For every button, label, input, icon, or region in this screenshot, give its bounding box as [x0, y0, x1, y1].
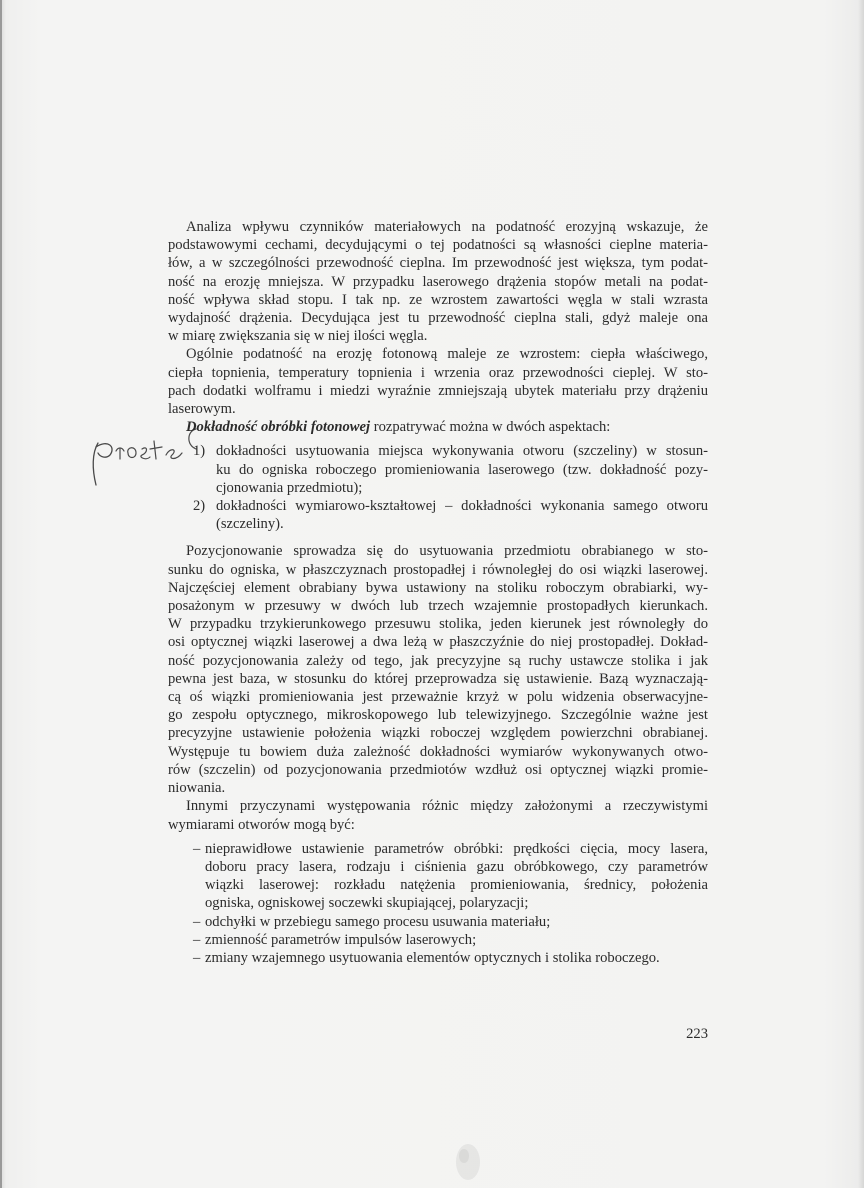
list-dash: – [193, 949, 201, 966]
page-edge-shadow [0, 0, 2, 1188]
dash-list-item [168, 913, 708, 931]
text-line: zmiany wzajemnego usytuowania elementów optycznych i stolika roboczego. [205, 949, 660, 966]
list-dash: – [193, 913, 201, 930]
text-line: dokładności wymiarowo-kształtowej – dokładności wykonania samego otworu [216, 498, 708, 515]
text-line: niowania. [168, 780, 226, 797]
text-line [168, 418, 708, 436]
text-line: Pozycjonowanie sprowadza się do usytuowania przedmiotu obrabianego w sto- [186, 543, 708, 560]
text-line: zmienność parametrów impulsów laserowych; [205, 931, 477, 948]
text-line: ciepła topnienia, temperatury topnienia i wrzenia oraz przewodności cieplej. W sto- [168, 364, 708, 381]
dash-list-item [168, 949, 708, 967]
text-line: posażonym w przesuwy w dwóch lub trzech wzajemnie prostopadłych kierunkach. [168, 598, 708, 615]
text-line: podstawowymi cechami, decydującymi o tej podatności są własności cieplne materia- [168, 237, 708, 254]
list-number: 1) [193, 443, 206, 460]
text-line: dokładności usytuowania miejsca wykonywania otworu (szczeliny) w stosun- [216, 443, 708, 460]
text-line: pewna jest baza, w stosunku do której przeprowadza się ustawienie. Bazą wyznaczają- [168, 670, 708, 687]
text-line: wymiarami otworów mogą być: [168, 816, 355, 833]
text-line: go zespołu optycznego, mikroskopowego lub telewizyjnego. Szczególnie ważne jest [168, 707, 708, 724]
text-line: (szczeliny). [216, 516, 284, 533]
list-dash: – [193, 931, 201, 948]
text-line: ność pozycjonowania zależy od tego, jak precyzyjne są ruchy ustawcze stolika i jak [168, 652, 708, 669]
paragraph-positioning [168, 542, 708, 797]
list-dash: – [193, 840, 201, 857]
body-text [168, 218, 708, 967]
text-line: ność na erozję mniejsza. W przypadku laserowego drążenia stopów metali na podat- [168, 273, 708, 290]
text-line: Analiza wpływu czynników materiałowych na podatność erozyjną wskazuje, że [186, 219, 708, 235]
text-line: cjonowania przedmiotu); [216, 479, 363, 496]
paragraph-photon-erosion [168, 345, 708, 418]
numbered-list-item [168, 497, 708, 533]
text-fragment: rozpatrywać można w dwóch aspektach: [370, 419, 611, 436]
paragraph-accuracy-intro [168, 418, 708, 436]
text-line: Występuje tu bowiem duża zależność dokładności wymiarów wykonywanych otwo- [168, 743, 708, 760]
text-line: doboru pracy lasera, rodzaju i ciśnienia gazu obróbkowego, czy parametrów [205, 858, 708, 875]
paragraph-other-causes [168, 797, 708, 833]
text-line: Ogólnie podatność na erozję fotonową maleje ze wzrostem: ciepła właściwego, [186, 346, 708, 363]
scan-smudge [448, 1138, 488, 1184]
text-line: w miarę zwiększania się w niej ilości węgla. [168, 328, 428, 345]
numbered-list-item [168, 442, 708, 497]
list-number: 2) [193, 498, 206, 515]
dash-list-item [168, 931, 708, 949]
text-line: ogniska, ogniskowej soczewki skupiającej, polaryzacji; [205, 895, 529, 912]
text-line: nieprawidłowe ustawienie parametrów obróbki: prędkości cięcia, mocy lasera, [205, 840, 708, 857]
text-line: odchyłki w przebiegu samego procesu usuwania materiału; [205, 913, 551, 930]
paragraph-material-factors [168, 218, 708, 345]
text-line: cą oś wiązki promieniowania jest przeważnie krzyż w polu widzenia obserwacyjne- [168, 689, 708, 706]
text-line: osi optycznej wiązki laserowej a dwa leżą w płaszczyźnie do niej prostopadłej. Dokład- [168, 634, 708, 651]
dash-list-item [168, 840, 708, 913]
text-line: pach dodatki wolframu i miedzi wyraźnie zmniejszają ubytek materiału przy drążeniu [168, 382, 708, 399]
text-line: Najczęściej element obrabiany bywa ustawiony na stoliku roboczym obrabiarki, wy- [168, 579, 708, 596]
emphasized-term: Dokładność obróbki fotonowej [186, 419, 371, 436]
text-line: laserowym. [168, 401, 236, 418]
text-line: rów (szczelin) od pozycjonowania przedmiotów wzdłuż osi optycznej wiązki promie- [168, 761, 708, 778]
text-line: wydajność drążenia. Decydująca jest tu przewodność cieplna stali, gdyż maleje ona [168, 310, 708, 327]
text-line: ku do ogniska roboczego promieniowania laserowego (tzw. dokładność pozy- [216, 461, 708, 478]
page-number: 223 [686, 1026, 708, 1042]
text-line: precyzyjne ustawienie położenia wiązki roboczej względem powierzchni obrabianej. [168, 725, 708, 742]
text-line: Innymi przyczynami występowania różnic między założonymi a rzeczywistymi [186, 798, 708, 815]
text-line: łów, a w szczególności przewodność cieplna. Im przewodność jest większa, tym podat- [168, 255, 708, 272]
text-line: ność wpływa skład stopu. I tak np. ze wzrostem zawartości węgla w stali wzrasta [168, 291, 708, 308]
text-line: W przypadku trzykierunkowego przesuwu stolika, jeden kierunek jest równoległy do [168, 616, 708, 633]
text-line: wiązki laserowej: rozkładu natężenia promieniowania, średnicy, położenia [205, 877, 708, 894]
text-line: sunku do ogniska, w płaszczyznach prostopadłej i równoległej do osi wiązki laserowej. [168, 561, 708, 578]
